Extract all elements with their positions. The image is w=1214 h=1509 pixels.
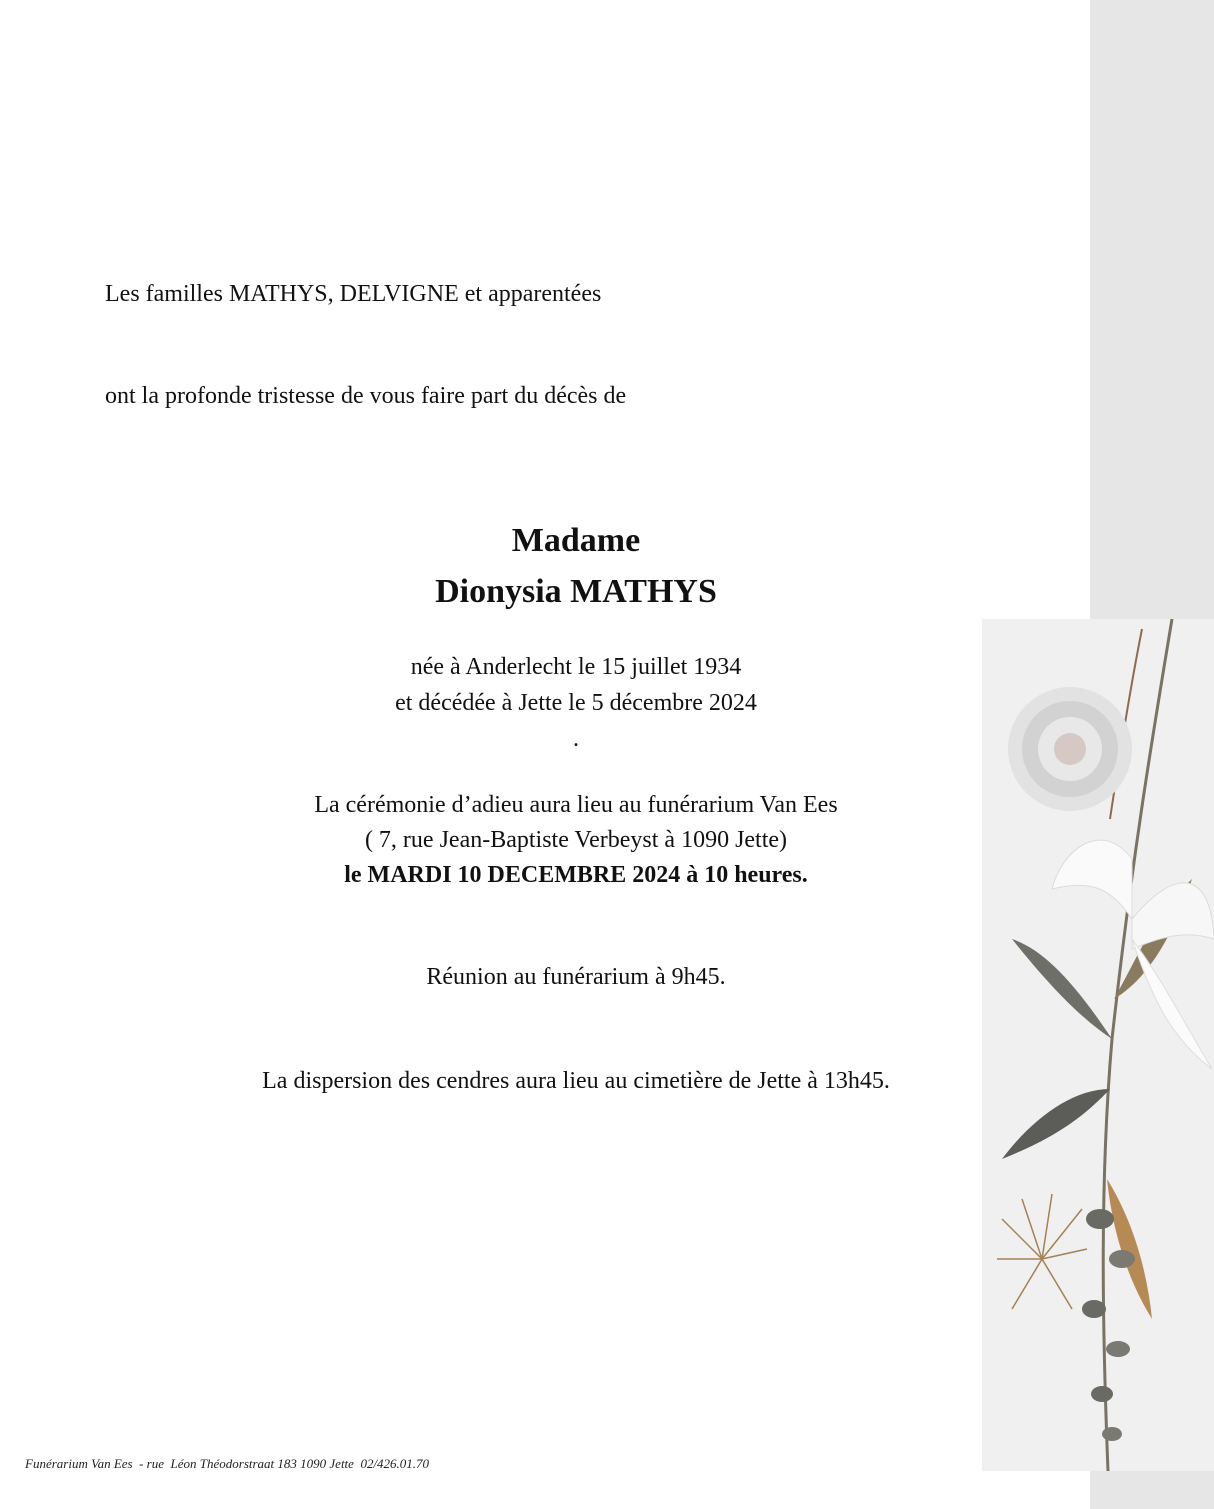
- death-line: et décédée à Jette le 5 décembre 2024: [395, 690, 757, 716]
- families-line: Les familles MATHYS, DELVIGNE et apparentées: [105, 281, 602, 307]
- ceremony-datetime: le MARDI 10 DECEMBRE 2024 à 10 heures.: [344, 862, 808, 888]
- intro-line: ont la profonde tristesse de vous faire part du décès de: [105, 383, 627, 409]
- deceased-title: Madame: [511, 522, 641, 559]
- dispersion-line: La dispersion des cendres aura lieu au cimetière de Jette à 13h45.: [262, 1068, 890, 1094]
- dot-separator: .: [573, 726, 579, 752]
- footer-funeral-home: Funérarium Van Ees - rue Léon Théodorstraat 183 1090 Jette 02/426.01.70: [25, 1456, 430, 1471]
- meeting-line: Réunion au funérarium à 9h45.: [426, 964, 726, 990]
- ceremony-address: ( 7, rue Jean-Baptiste Verbeyst à 1090 Jette): [364, 827, 788, 853]
- ceremony-line: La cérémonie d’adieu aura lieu au funérarium Van Ees: [314, 792, 838, 818]
- deceased-name: Dionysia MATHYS: [435, 573, 717, 610]
- birth-line: née à Anderlecht le 15 juillet 1934: [410, 654, 742, 680]
